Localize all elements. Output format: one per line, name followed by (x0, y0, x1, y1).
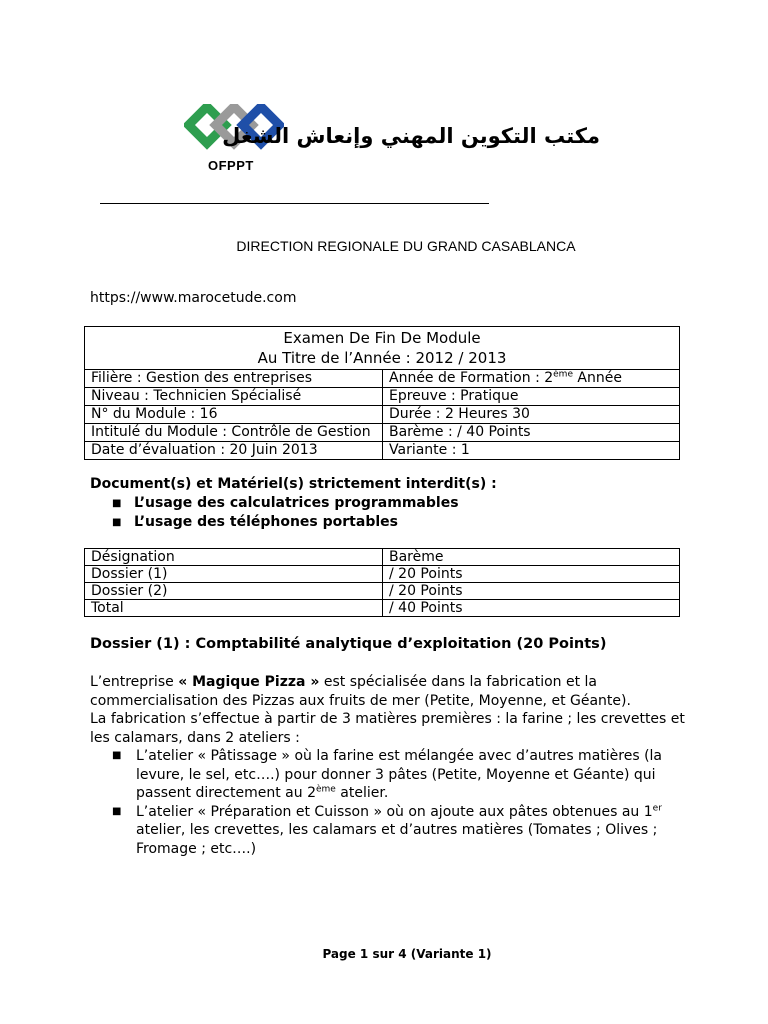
atelier2-sup: er (652, 802, 662, 813)
square-bullet-icon: ■ (112, 498, 122, 509)
website-url: https://www.marocetude.com (90, 290, 297, 306)
table-cell: Dossier (2) (85, 583, 383, 600)
filiere-cell: Filière : Gestion des entreprises (85, 370, 383, 388)
module-number-cell: N° du Module : 16 (85, 406, 383, 424)
atelier2-pre: L’atelier « Préparation et Cuisson » où on ajoute aux pâtes obtenues au 1 (136, 803, 653, 820)
column-header: Désignation (85, 549, 383, 566)
ateliers-list (90, 747, 690, 858)
header-divider (100, 203, 489, 204)
exam-year: Au Titre de l’Année : 2012 / 2013 (257, 349, 507, 367)
atelier2-post: atelier, les crevettes, les calamars et d’autres matières (Tomates ; Olives ; Fromage ; etc….) (136, 822, 658, 857)
annee-sup: ème (553, 369, 573, 380)
table-cell: Total (85, 600, 383, 617)
list-item (112, 494, 459, 513)
page-footer: Page 1 sur 4 (Variante 1) (322, 947, 492, 961)
intro-post: est spécialisée dans la fabrication et la commercialisation des Pizzas aux fruits de mer (Petite, Moyenne, et Géante). (90, 674, 631, 709)
direction-title: DIRECTION REGIONALE DU GRAND CASABLANCA (236, 238, 576, 254)
table-row (85, 370, 680, 388)
table-row (85, 406, 680, 424)
fabrication-paragraph: La fabrication s’effectue à partir de 3 matières premières : la farine ; les crevettes et les calamars, dans 2 ateliers : (90, 711, 685, 746)
exam-title: Examen De Fin De Module (283, 329, 481, 347)
intro-paragraph (90, 673, 690, 710)
company-name: « Magique Pizza » (178, 674, 320, 690)
list-item (112, 513, 459, 532)
exam-info-table (84, 326, 680, 460)
duree-cell: Durée : 2 Heures 30 (383, 406, 680, 424)
dossier1-body (90, 673, 690, 858)
intitule-cell: Intitulé du Module : Contrôle de Gestion (85, 424, 383, 442)
atelier1-post: atelier. (335, 785, 389, 801)
variante-cell: Variante : 1 (383, 442, 680, 460)
table-row (85, 600, 680, 617)
table-row (85, 424, 680, 442)
arabic-title: مكتب التكوين المهني وإنعاش الشغل (222, 124, 600, 148)
table-row (85, 327, 680, 370)
forbidden-item-label: L’usage des calculatrices programmables (134, 495, 459, 511)
table-row (85, 566, 680, 583)
list-item (112, 747, 690, 803)
atelier1-pre: L’atelier « Pâtissage » où la farine est mélangée avec d’autres matières (la levure, le sel, etc….) pour donner 3 pâtes (Petite, Moyenne et Géante) qui passent directement au 2 (136, 748, 663, 801)
table-cell: / 20 Points (383, 583, 680, 600)
niveau-cell: Niveau : Technicien Spécialisé (85, 388, 383, 406)
grading-table (84, 548, 680, 617)
dossier1-heading: Dossier (1) : Comptabilité analytique d’exploitation (20 Points) (90, 636, 607, 652)
forbidden-item-label: L’usage des téléphones portables (134, 514, 398, 530)
table-header-row (85, 549, 680, 566)
epreuve-cell: Epreuve : Pratique (383, 388, 680, 406)
square-bullet-icon: ■ (112, 750, 122, 761)
list-item (112, 803, 690, 859)
date-cell: Date d’évaluation : 20 Juin 2013 (85, 442, 383, 460)
intro-pre: L’entreprise (90, 674, 179, 690)
table-row (85, 442, 680, 460)
table-cell: / 20 Points (383, 566, 680, 583)
table-cell: / 40 Points (383, 600, 680, 617)
table-row (85, 583, 680, 600)
atelier1-sup: ème (316, 784, 336, 795)
forbidden-list (112, 494, 459, 532)
bareme-cell: Barème : / 40 Points (383, 424, 680, 442)
square-bullet-icon: ■ (112, 517, 122, 528)
logo-text: OFPPT (208, 158, 254, 173)
forbidden-heading: Document(s) et Matériel(s) strictement interdit(s) : (90, 476, 497, 492)
table-cell: Dossier (1) (85, 566, 383, 583)
table-row (85, 388, 680, 406)
square-bullet-icon: ■ (112, 805, 122, 817)
annee-suffix: Année (572, 370, 622, 386)
annee-prefix: Année de Formation : 2 (389, 370, 554, 386)
annee-cell (383, 370, 680, 388)
exam-title-cell (85, 327, 680, 370)
column-header: Barème (383, 549, 680, 566)
